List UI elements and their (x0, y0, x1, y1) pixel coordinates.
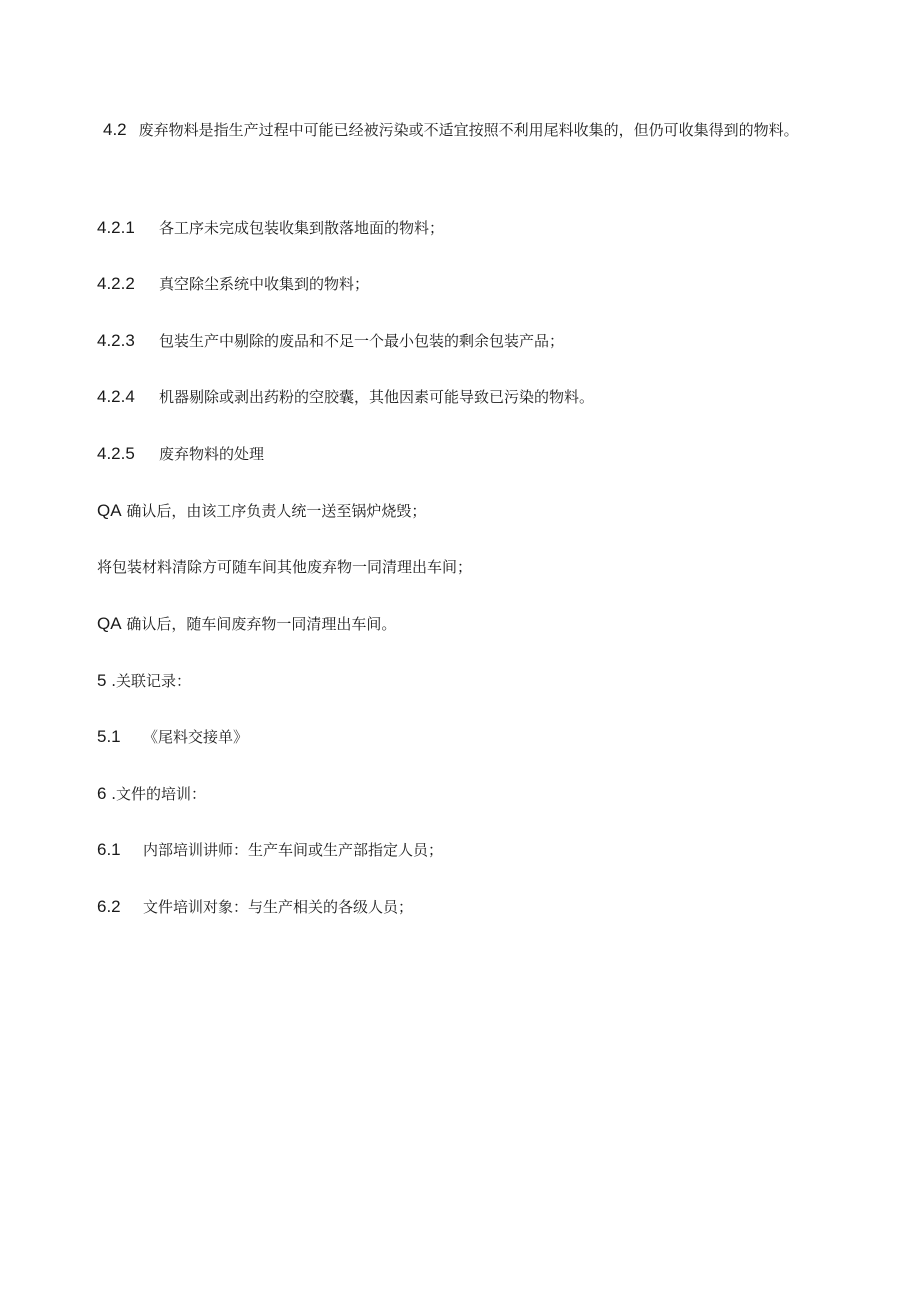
section-number: 4.2.1 (97, 218, 135, 237)
section-text: .关联记录： (106, 672, 192, 690)
section-4-2-2 (97, 274, 840, 294)
section-text: 废弃物料的处理 (159, 445, 265, 463)
item-text: 确认后，随车间废弃物一同清理出车间。 (121, 615, 397, 633)
qa-prefix: QA (97, 501, 122, 520)
section-text: 《尾料交接单》 (143, 728, 249, 746)
section-text: 真空除尘系统中收集到的物料； (159, 275, 370, 293)
section-number: 6.1 (97, 840, 121, 859)
section-4-2 (97, 112, 837, 148)
qa-prefix: QA (97, 614, 122, 633)
item-text: 确认后，由该工序负责人统一送至锅炉烧毁； (121, 502, 427, 520)
section-number: 5.1 (97, 727, 121, 746)
item-packaging-removal (97, 557, 840, 577)
section-6-1 (97, 840, 840, 860)
section-text: 废弃物料是指生产过程中可能已经被污染或不适宜按照不利用尾料收集的，但仍可收集得到的物料。 (138, 121, 799, 139)
section-number: 4.2.2 (97, 274, 135, 293)
section-5-1 (97, 727, 840, 747)
section-text: 包装生产中剔除的废品和不足一个最小包装的剩余包装产品； (159, 332, 565, 350)
section-text: 内部培训讲师：生产车间或生产部指定人员； (143, 841, 444, 859)
section-text: .文件的培训： (106, 785, 207, 803)
item-qa-confirm-clear (97, 614, 840, 634)
section-4-2-4 (97, 387, 840, 407)
section-number: 6 (97, 784, 107, 803)
section-4-2-3 (97, 331, 840, 351)
section-number: 4.2.3 (97, 331, 135, 350)
section-4-2-5 (97, 444, 840, 464)
section-4-2-1 (97, 218, 840, 238)
item-text: 将包装材料清除方可随车间其他废弃物一同清理出车间； (97, 558, 473, 576)
section-6-2 (97, 897, 840, 917)
section-text: 文件培训对象：与生产相关的各级人员； (143, 898, 414, 916)
section-6-heading (97, 784, 840, 804)
section-text: 各工序未完成包装收集到散落地面的物料； (159, 219, 445, 237)
item-qa-confirm-burn (97, 501, 840, 521)
section-text: 机器剔除或剥出药粉的空胶囊，其他因素可能导致已污染的物料。 (159, 388, 595, 406)
section-number: 4.2.4 (97, 387, 135, 406)
section-number: 4.2.5 (97, 444, 135, 463)
section-number: 6.2 (97, 897, 121, 916)
section-5-heading (97, 671, 840, 691)
section-number: 5 (97, 671, 107, 690)
section-number: 4.2 (103, 120, 127, 139)
